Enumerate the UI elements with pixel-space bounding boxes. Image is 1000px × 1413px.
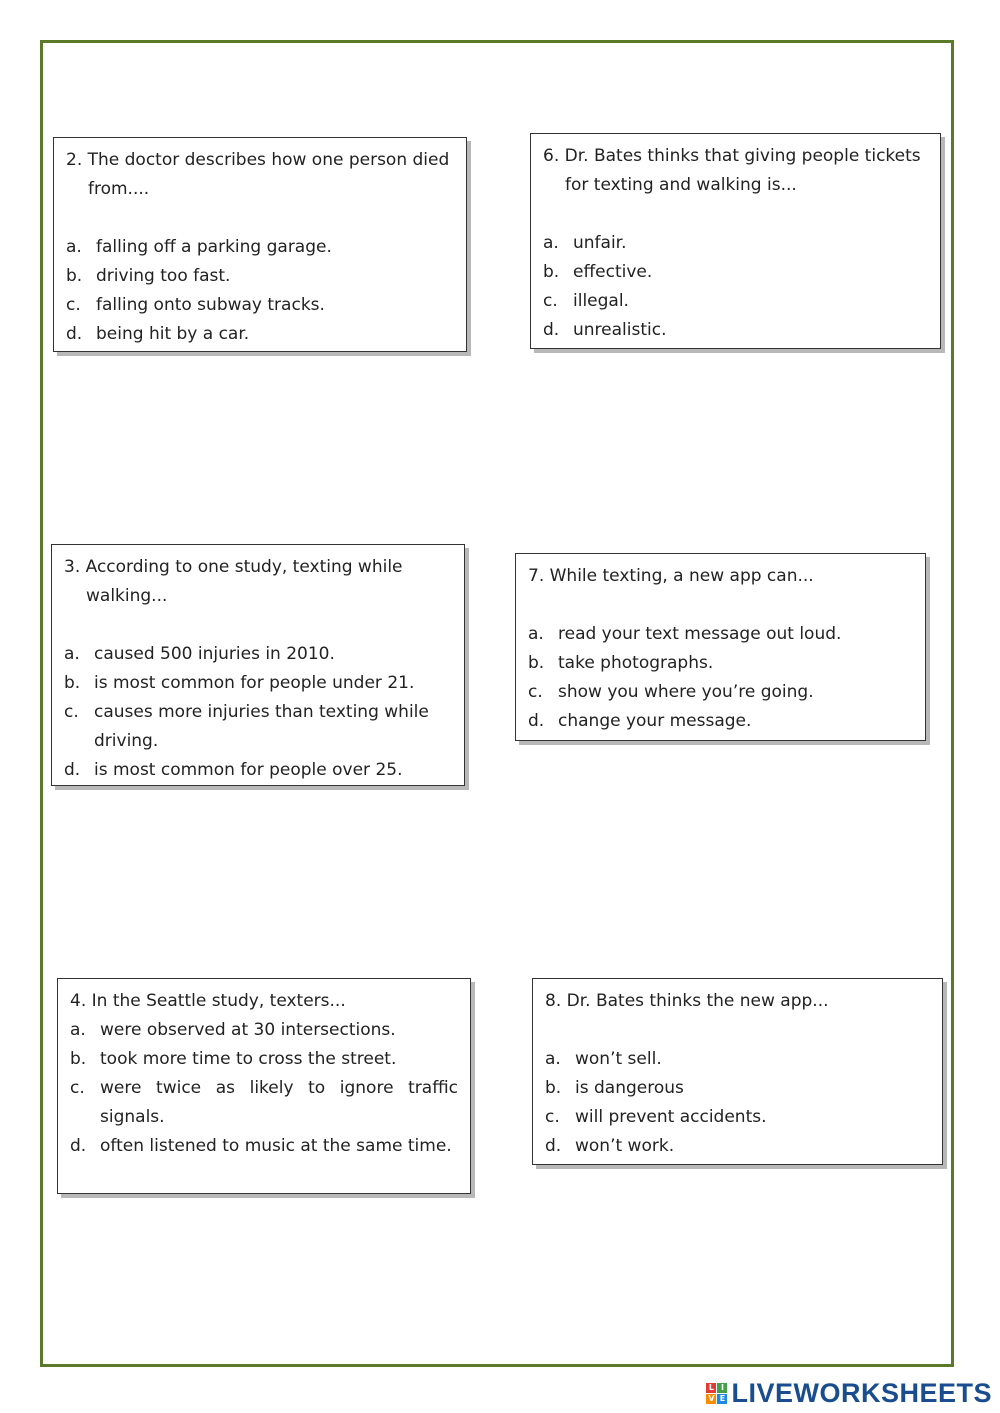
- answer-option-d[interactable]: [70, 1132, 458, 1161]
- answer-option-a[interactable]: [528, 620, 913, 649]
- option-text: read your text message out loud.: [558, 624, 842, 644]
- option-letter: d.: [66, 324, 83, 344]
- option-letter: c.: [66, 295, 81, 315]
- logo-tile-e: E: [717, 1394, 727, 1404]
- option-letter: b.: [64, 673, 81, 693]
- answer-option-b[interactable]: [64, 669, 452, 698]
- answer-option-b[interactable]: [66, 262, 454, 291]
- answer-option-a[interactable]: [543, 229, 928, 258]
- option-text: falling onto subway tracks.: [96, 295, 325, 315]
- question-text: 6. Dr. Bates thinks that giving people tickets for texting and walking is...: [543, 146, 921, 195]
- option-text: unfair.: [573, 233, 627, 253]
- logo-tile-i: I: [717, 1383, 727, 1393]
- option-text: take photographs.: [558, 653, 714, 673]
- question-card-2: [53, 137, 467, 352]
- question-card-8: [532, 978, 943, 1165]
- option-text: will prevent accidents.: [575, 1107, 767, 1127]
- option-letter: c.: [64, 702, 79, 722]
- question-card-6: [530, 133, 941, 349]
- option-text: took more time to cross the street.: [100, 1049, 397, 1069]
- option-letter: c.: [545, 1107, 560, 1127]
- answer-option-d[interactable]: [64, 756, 452, 785]
- option-letter: b.: [66, 266, 83, 286]
- option-letter: a.: [545, 1049, 561, 1069]
- option-text: falling off a parking garage.: [96, 237, 332, 257]
- option-text: is dangerous: [575, 1078, 684, 1098]
- logo-tile-l: L: [706, 1383, 716, 1393]
- option-text: driving too fast.: [96, 266, 231, 286]
- option-text: won’t work.: [575, 1136, 675, 1156]
- option-text: show you where you’re going.: [558, 682, 814, 702]
- option-letter: d.: [70, 1136, 87, 1156]
- option-text: won’t sell.: [575, 1049, 662, 1069]
- option-letter: d.: [64, 760, 81, 780]
- option-text: is most common for people over 25.: [94, 760, 403, 780]
- answer-option-c[interactable]: [64, 698, 452, 756]
- answer-option-c[interactable]: [528, 678, 913, 707]
- answer-option-d[interactable]: [543, 316, 928, 345]
- option-text: change your message.: [558, 711, 752, 731]
- answer-option-c[interactable]: [545, 1103, 930, 1132]
- option-letter: c.: [528, 682, 543, 702]
- option-letter: a.: [70, 1020, 86, 1040]
- answer-option-d[interactable]: [528, 707, 913, 736]
- question-text: 4. In the Seattle study, texters...: [70, 991, 346, 1011]
- option-text: is most common for people under 21.: [94, 673, 415, 693]
- option-letter: a.: [66, 237, 82, 257]
- option-letter: a.: [64, 644, 80, 664]
- answer-option-b[interactable]: [543, 258, 928, 287]
- answer-option-a[interactable]: [66, 233, 454, 262]
- question-card-7: [515, 553, 926, 741]
- answer-option-c[interactable]: [543, 287, 928, 316]
- answer-option-a[interactable]: [545, 1045, 930, 1074]
- logo-tile-v: V: [708, 1394, 715, 1403]
- option-text: were twice as likely to ignore traffic signals.: [100, 1078, 458, 1127]
- option-letter: b.: [545, 1078, 562, 1098]
- question-card-4: [57, 978, 471, 1194]
- option-letter: b.: [543, 262, 560, 282]
- option-letter: a.: [528, 624, 544, 644]
- option-text: unrealistic.: [573, 320, 667, 340]
- question-text: 8. Dr. Bates thinks the new app...: [545, 991, 829, 1011]
- question-card-3: [51, 544, 465, 786]
- option-text: being hit by a car.: [96, 324, 250, 344]
- answer-option-b[interactable]: [70, 1045, 458, 1074]
- option-letter: c.: [70, 1078, 85, 1098]
- option-letter: d.: [545, 1136, 562, 1156]
- option-letter: a.: [543, 233, 559, 253]
- liveworksheets-logo: [706, 1378, 992, 1409]
- brand-name: LIVEWORKSHEETS: [731, 1378, 992, 1408]
- option-letter: d.: [543, 320, 560, 340]
- question-text: 2. The doctor describes how one person died from....: [66, 150, 450, 199]
- answer-option-c[interactable]: [66, 291, 454, 320]
- answer-option-a[interactable]: [70, 1016, 458, 1045]
- answer-option-a[interactable]: [64, 640, 452, 669]
- option-text: often listened to music at the same time.: [100, 1136, 452, 1156]
- answer-option-d[interactable]: [66, 320, 454, 349]
- answer-option-b[interactable]: [528, 649, 913, 678]
- answer-option-c[interactable]: [70, 1074, 458, 1132]
- option-letter: b.: [70, 1049, 87, 1069]
- question-text: 7. While texting, a new app can...: [528, 566, 814, 586]
- option-text: caused 500 injuries in 2010.: [94, 644, 335, 664]
- option-text: effective.: [573, 262, 653, 282]
- option-letter: d.: [528, 711, 545, 731]
- option-text: causes more injuries than texting while driving.: [94, 702, 429, 751]
- question-text: 3. According to one study, texting while walking...: [64, 557, 403, 606]
- answer-option-d[interactable]: [545, 1132, 930, 1161]
- liveworksheets-logo-icon: [706, 1383, 727, 1404]
- option-text: illegal.: [573, 291, 629, 311]
- answer-option-b[interactable]: [545, 1074, 930, 1103]
- option-text: were observed at 30 intersections.: [100, 1020, 396, 1040]
- option-letter: b.: [528, 653, 545, 673]
- option-letter: c.: [543, 291, 558, 311]
